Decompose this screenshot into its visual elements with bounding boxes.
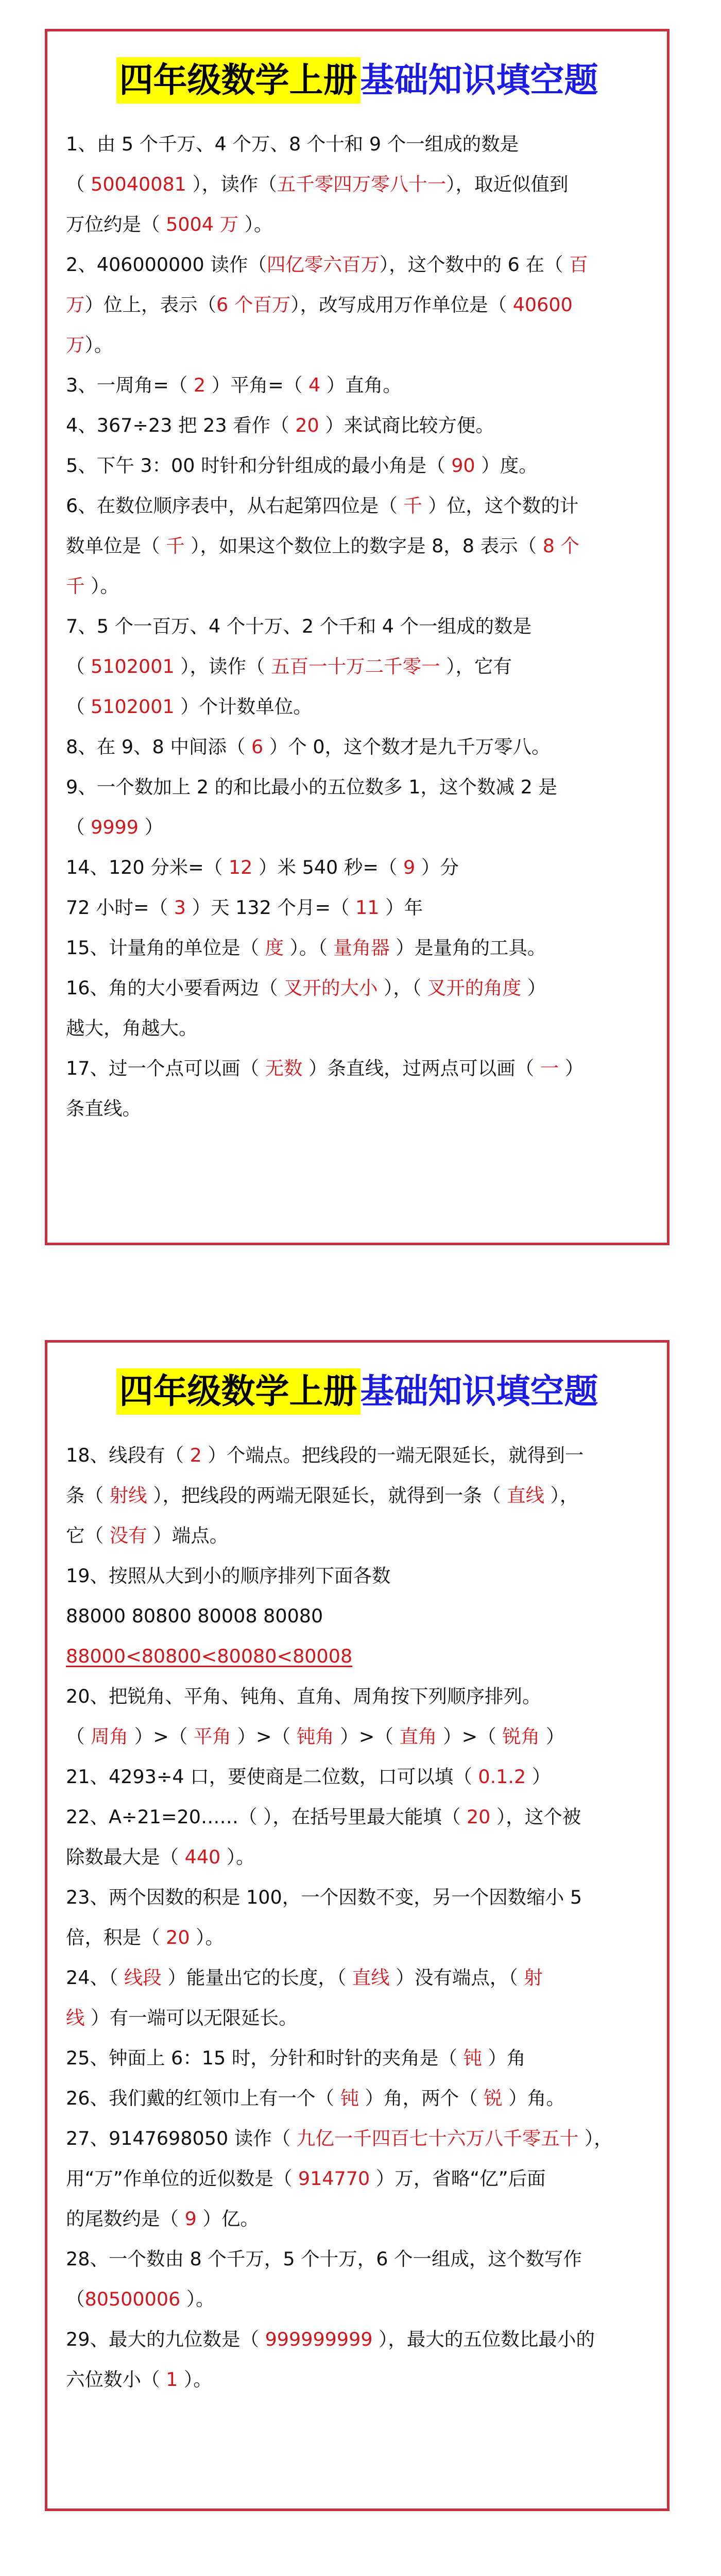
answer-text: 5004 万 <box>166 213 239 235</box>
question-text: ）角 <box>482 2047 526 2069</box>
question-text: 万位约是（ <box>66 213 166 235</box>
question-text: ）万，省略“亿”后面 <box>370 2167 546 2190</box>
question-line <box>66 205 648 245</box>
question-text: 数单位是（ <box>66 535 166 557</box>
answer-text: 80500006 <box>84 2288 181 2310</box>
question-text: ），如果这个数位上的数字是 8，8 表示（ <box>184 535 543 557</box>
title-highlight: 四年级数学上册 <box>116 57 360 104</box>
question-text: ） <box>559 1057 584 1079</box>
question-text: 17、过一个点可以画（ <box>66 1057 265 1079</box>
question-text: 88000 80800 80008 80080 <box>66 1605 323 1627</box>
question-text: ） <box>526 1766 551 1788</box>
question-text: （ <box>66 173 91 195</box>
question-text: ）个计数单位。 <box>174 696 312 718</box>
question-text: ）。 <box>84 575 119 597</box>
question-line <box>66 325 648 365</box>
answer-text: 千 <box>66 575 85 597</box>
question-text: ）有一端可以无限延长。 <box>84 2007 298 2029</box>
question-line <box>66 2279 648 2319</box>
answer-text: 50040081 <box>91 173 186 195</box>
question-text: ）亿。 <box>196 2208 259 2230</box>
answer-text: 直线 <box>352 1967 390 1989</box>
question-text: ）端点。 <box>147 1524 229 1547</box>
answer-text: 90 <box>451 454 475 477</box>
question-line <box>66 1636 648 1676</box>
answer-text: 8 个 <box>542 535 580 557</box>
answer-text: 0.1.2 <box>478 1766 526 1788</box>
answer-text: 锐 <box>484 2087 503 2109</box>
question-line <box>66 1717 648 1757</box>
answer-text: 4 <box>308 374 321 396</box>
question-line <box>66 1998 648 2038</box>
title-blue: 基础知识填空题 <box>360 60 598 100</box>
question-line <box>66 2119 648 2159</box>
question-text: 26、我们戴的红领巾上有一个（ <box>66 2087 340 2109</box>
question-line <box>66 2360 648 2400</box>
question-text: 5、下午 3：00 时针和分针组成的最小角是（ <box>66 454 452 477</box>
question-line <box>66 1918 648 1958</box>
question-line <box>66 606 648 647</box>
answer-text: 五百一十万二千零一 <box>271 655 440 677</box>
answer-text: 440 <box>184 1846 221 1868</box>
question-text: 9、一个数加上 2 的和比最小的五位数多 1，这个数减 2 是 <box>66 776 557 798</box>
question-line <box>66 2239 648 2279</box>
question-text: ）直角。 <box>320 374 402 396</box>
answer-text: 量角器 <box>333 937 390 959</box>
answer-text: 度 <box>265 937 284 959</box>
question-text: 8、在 9、8 中间添（ <box>66 736 251 758</box>
question-text: 15、计量角的单位是（ <box>66 937 265 959</box>
question-text: ） <box>521 977 546 999</box>
answer-text: 钝角 <box>296 1725 334 1748</box>
question-text: ）>（ <box>128 1725 194 1748</box>
answer-text: 12 <box>228 856 253 878</box>
question-line <box>66 727 648 767</box>
question-text: ）。 <box>180 2288 215 2310</box>
question-text: ），读作（ <box>174 655 271 677</box>
answer-text: 9999 <box>91 816 139 838</box>
question-text: ），它有 <box>440 655 512 677</box>
answer-text: 四亿零六百万 <box>266 253 380 276</box>
card-body <box>47 119 667 1129</box>
question-line <box>66 1676 648 1717</box>
answer-text: 线 <box>66 2007 85 2029</box>
question-line <box>66 245 648 285</box>
question-text: （ <box>66 2288 85 2310</box>
question-line <box>66 807 648 848</box>
question-text: ），取近似值到 <box>446 173 569 195</box>
question-text: ）度。 <box>475 454 538 477</box>
card-title <box>47 1353 667 1430</box>
answer-text: 20 <box>295 414 319 436</box>
question-line <box>66 1435 648 1476</box>
answer-text: 40600 <box>512 294 573 316</box>
answer-text: 6 个百万 <box>216 294 291 316</box>
answer-text: 叉开的大小 <box>284 977 378 999</box>
question-line <box>66 687 648 727</box>
question-text: 越大，角越大。 <box>66 1017 198 1039</box>
answer-text: 叉开的角度 <box>427 977 522 999</box>
question-line <box>66 1877 648 1918</box>
question-line <box>66 1089 648 1129</box>
question-line <box>66 968 648 1008</box>
question-line <box>66 848 648 888</box>
question-text: 29、最大的九位数是（ <box>66 2328 265 2350</box>
question-line <box>66 888 648 928</box>
answer-text: 没有 <box>109 1524 147 1547</box>
answer-text: 周角 <box>91 1725 129 1748</box>
question-text: 的尾数约是（ <box>66 2208 185 2230</box>
answer-text: 千 <box>166 535 185 557</box>
answer-text: 射线 <box>109 1484 147 1506</box>
answer-text: 五千零四万零八十一 <box>277 173 447 195</box>
question-text: 它（ <box>66 1524 110 1547</box>
answer-text: 直线 <box>507 1484 545 1506</box>
answer-text: 线段 <box>124 1967 162 1989</box>
question-line <box>66 1516 648 1556</box>
question-text: ）角，两个（ <box>359 2087 484 2109</box>
question-text: ），这个数中的 6 在（ <box>379 253 570 276</box>
question-text: ），改写成用万作单位是（ <box>290 294 513 316</box>
answer-text: 6 <box>251 736 264 758</box>
question-text: 3、一周角=（ <box>66 374 194 396</box>
answer-text: 钝 <box>463 2047 482 2069</box>
question-text: 19、按照从大到小的顺序排列下面各数 <box>66 1565 391 1587</box>
question-text: ）条直线，过两点可以画（ <box>302 1057 540 1079</box>
question-text: ）角。 <box>502 2087 565 2109</box>
question-text: ）。 <box>84 334 113 356</box>
question-text: ）。 <box>178 2368 212 2391</box>
question-text: ），这个被 <box>490 1806 581 1828</box>
answer-text: 直角 <box>399 1725 437 1748</box>
question-text: ）个端点。把线段的一端无限延长，就得到一 <box>201 1444 584 1466</box>
question-text: 条直线。 <box>66 1097 141 1120</box>
question-text: ）。（ <box>284 937 334 959</box>
answer-text: 5102001 <box>91 655 175 677</box>
question-text: 14、120 分米=（ <box>66 856 229 878</box>
question-text: （ <box>66 816 91 838</box>
question-text: ）>（ <box>231 1725 297 1748</box>
question-text: 条（ <box>66 1484 110 1506</box>
question-text: 六位数小（ <box>66 2368 166 2391</box>
question-line <box>66 1048 648 1089</box>
question-text: ）。 <box>190 1926 224 1948</box>
answer-text: 914770 <box>298 2167 370 2190</box>
question-line <box>66 2159 648 2199</box>
question-text: ）来试商比较方便。 <box>319 414 494 436</box>
answer-text: 20 <box>466 1806 491 1828</box>
question-line <box>66 2078 648 2119</box>
question-text: 27、9147698050 读作（ <box>66 2127 297 2149</box>
question-text: 28、一个数由 8 个千万，5 个十万，6 个一组成，这个数写作 <box>66 2248 582 2270</box>
answer-text: 九亿一千四百七十六万八千零五十 <box>296 2127 579 2149</box>
answer-text: 万 <box>66 334 85 356</box>
question-text: 7、5 个一百万、4 个十万、2 个千和 4 个一组成的数是 <box>66 615 532 637</box>
answer-text: 999999999 <box>265 2328 373 2350</box>
question-text: ）。 <box>238 213 273 235</box>
question-text: ），读作（ <box>186 173 277 195</box>
question-line <box>66 124 648 164</box>
answer-text: 3 <box>174 896 186 919</box>
answer-text: 11 <box>355 896 380 919</box>
question-line <box>66 566 648 606</box>
question-text: （ <box>66 655 91 677</box>
question-line <box>66 486 648 526</box>
answer-text: 1 <box>166 2368 178 2391</box>
question-text: ）分 <box>415 856 459 878</box>
question-text: ）平角=（ <box>205 374 308 396</box>
answer-text: 9 <box>184 2208 197 2230</box>
question-text: ），把线段的两端无限延长，就得到一条（ <box>147 1484 507 1506</box>
question-text: ）年 <box>379 896 423 919</box>
answer-text: 百 <box>569 253 588 276</box>
answer-text: 2 <box>193 374 206 396</box>
question-text: ） <box>139 816 164 838</box>
card-title <box>47 42 667 119</box>
question-line <box>66 446 648 486</box>
question-line <box>66 1556 648 1596</box>
question-text: ），（ <box>377 977 427 999</box>
question-text: 20、把锐角、平角、钝角、直角、周角按下列顺序排列。 <box>66 1685 541 1707</box>
question-line <box>66 767 648 807</box>
answer-text: 9 <box>403 856 416 878</box>
question-line <box>66 1958 648 1998</box>
question-line <box>66 526 648 566</box>
question-line <box>66 365 648 405</box>
question-text: ）能量出它的长度，（ <box>161 1967 352 1989</box>
worksheet-card-1 <box>45 29 670 1245</box>
question-text: 2、406000000 读作（ <box>66 253 267 276</box>
question-text: 24、（ <box>66 1967 124 1989</box>
question-line <box>66 2038 648 2078</box>
question-text: 6、在数位顺序表中，从右起第四位是（ <box>66 495 404 517</box>
question-line <box>66 1476 648 1516</box>
answer-text: 钝 <box>340 2087 359 2109</box>
question-text: 倍，积是（ <box>66 1926 166 1948</box>
question-text: 用“万”作单位的近似数是（ <box>66 2167 298 2190</box>
answer-text: 射 <box>524 1967 543 1989</box>
question-text: ）>（ <box>437 1725 503 1748</box>
question-line <box>66 2199 648 2239</box>
question-text: ）， <box>544 1484 579 1506</box>
answer-text: 万 <box>66 294 85 316</box>
question-line <box>66 647 648 687</box>
question-line <box>66 1797 648 1837</box>
question-text: ）。 <box>220 1846 255 1868</box>
answer-text: 锐角 <box>502 1725 540 1748</box>
worksheet-card-2 <box>45 1340 670 2511</box>
question-text: ）米 540 秒=（ <box>252 856 404 878</box>
answer-text: 无数 <box>265 1057 303 1079</box>
answer-text: 千 <box>403 495 422 517</box>
answer-text: 20 <box>166 1926 190 1948</box>
question-text: 72 小时=（ <box>66 896 174 919</box>
question-text: ）没有端点，（ <box>389 1967 524 1989</box>
question-text: ）天 132 个月=（ <box>185 896 356 919</box>
title-blue: 基础知识填空题 <box>360 1371 598 1411</box>
answer-text: 一 <box>540 1057 559 1079</box>
question-text: （ <box>66 696 91 718</box>
question-text: ）位，这个数的计 <box>422 495 579 517</box>
question-line <box>66 1008 648 1048</box>
question-text: （ <box>66 1725 91 1748</box>
question-line <box>66 2319 648 2360</box>
question-text: 除数最大是（ <box>66 1846 185 1868</box>
question-line <box>66 1596 648 1636</box>
answer-text: 88000<80800<80080<80008 <box>66 1645 353 1667</box>
question-text: 25、钟面上 6：15 时，分针和时针的夹角是（ <box>66 2047 464 2069</box>
question-text: ）个 0，这个数才是九千万零八。 <box>263 736 551 758</box>
question-text: ） <box>540 1725 565 1748</box>
question-text: 22、A÷21=20……（ ），在括号里最大能填（ <box>66 1806 467 1828</box>
question-text: 16、角的大小要看两边（ <box>66 977 284 999</box>
question-text: 18、线段有（ <box>66 1444 190 1466</box>
question-line <box>66 285 648 325</box>
question-line <box>66 1837 648 1877</box>
question-text: 23、两个因数的积是 100，一个因数不变，另一个因数缩小 5 <box>66 1886 582 1908</box>
answer-text: 平角 <box>193 1725 231 1748</box>
question-line <box>66 405 648 446</box>
card-body <box>47 1430 667 2400</box>
answer-text: 5102001 <box>91 696 175 718</box>
question-line <box>66 1757 648 1797</box>
question-text: 1、由 5 个千万、4 个万、8 个十和 9 个一组成的数是 <box>66 133 519 155</box>
question-text: ）位上，表示（ <box>84 294 216 316</box>
question-text: ）是量角的工具。 <box>389 937 546 959</box>
answer-text: 2 <box>190 1444 202 1466</box>
question-line <box>66 164 648 205</box>
title-highlight: 四年级数学上册 <box>116 1368 360 1415</box>
question-line <box>66 928 648 968</box>
question-text: ）， <box>578 2127 613 2149</box>
question-text: 21、4293÷4 口，要使商是二位数，口可以填（ <box>66 1766 478 1788</box>
question-text: ）>（ <box>334 1725 400 1748</box>
question-text: ），最大的五位数比最小的 <box>372 2328 595 2350</box>
question-text: 4、367÷23 把 23 看作（ <box>66 414 296 436</box>
